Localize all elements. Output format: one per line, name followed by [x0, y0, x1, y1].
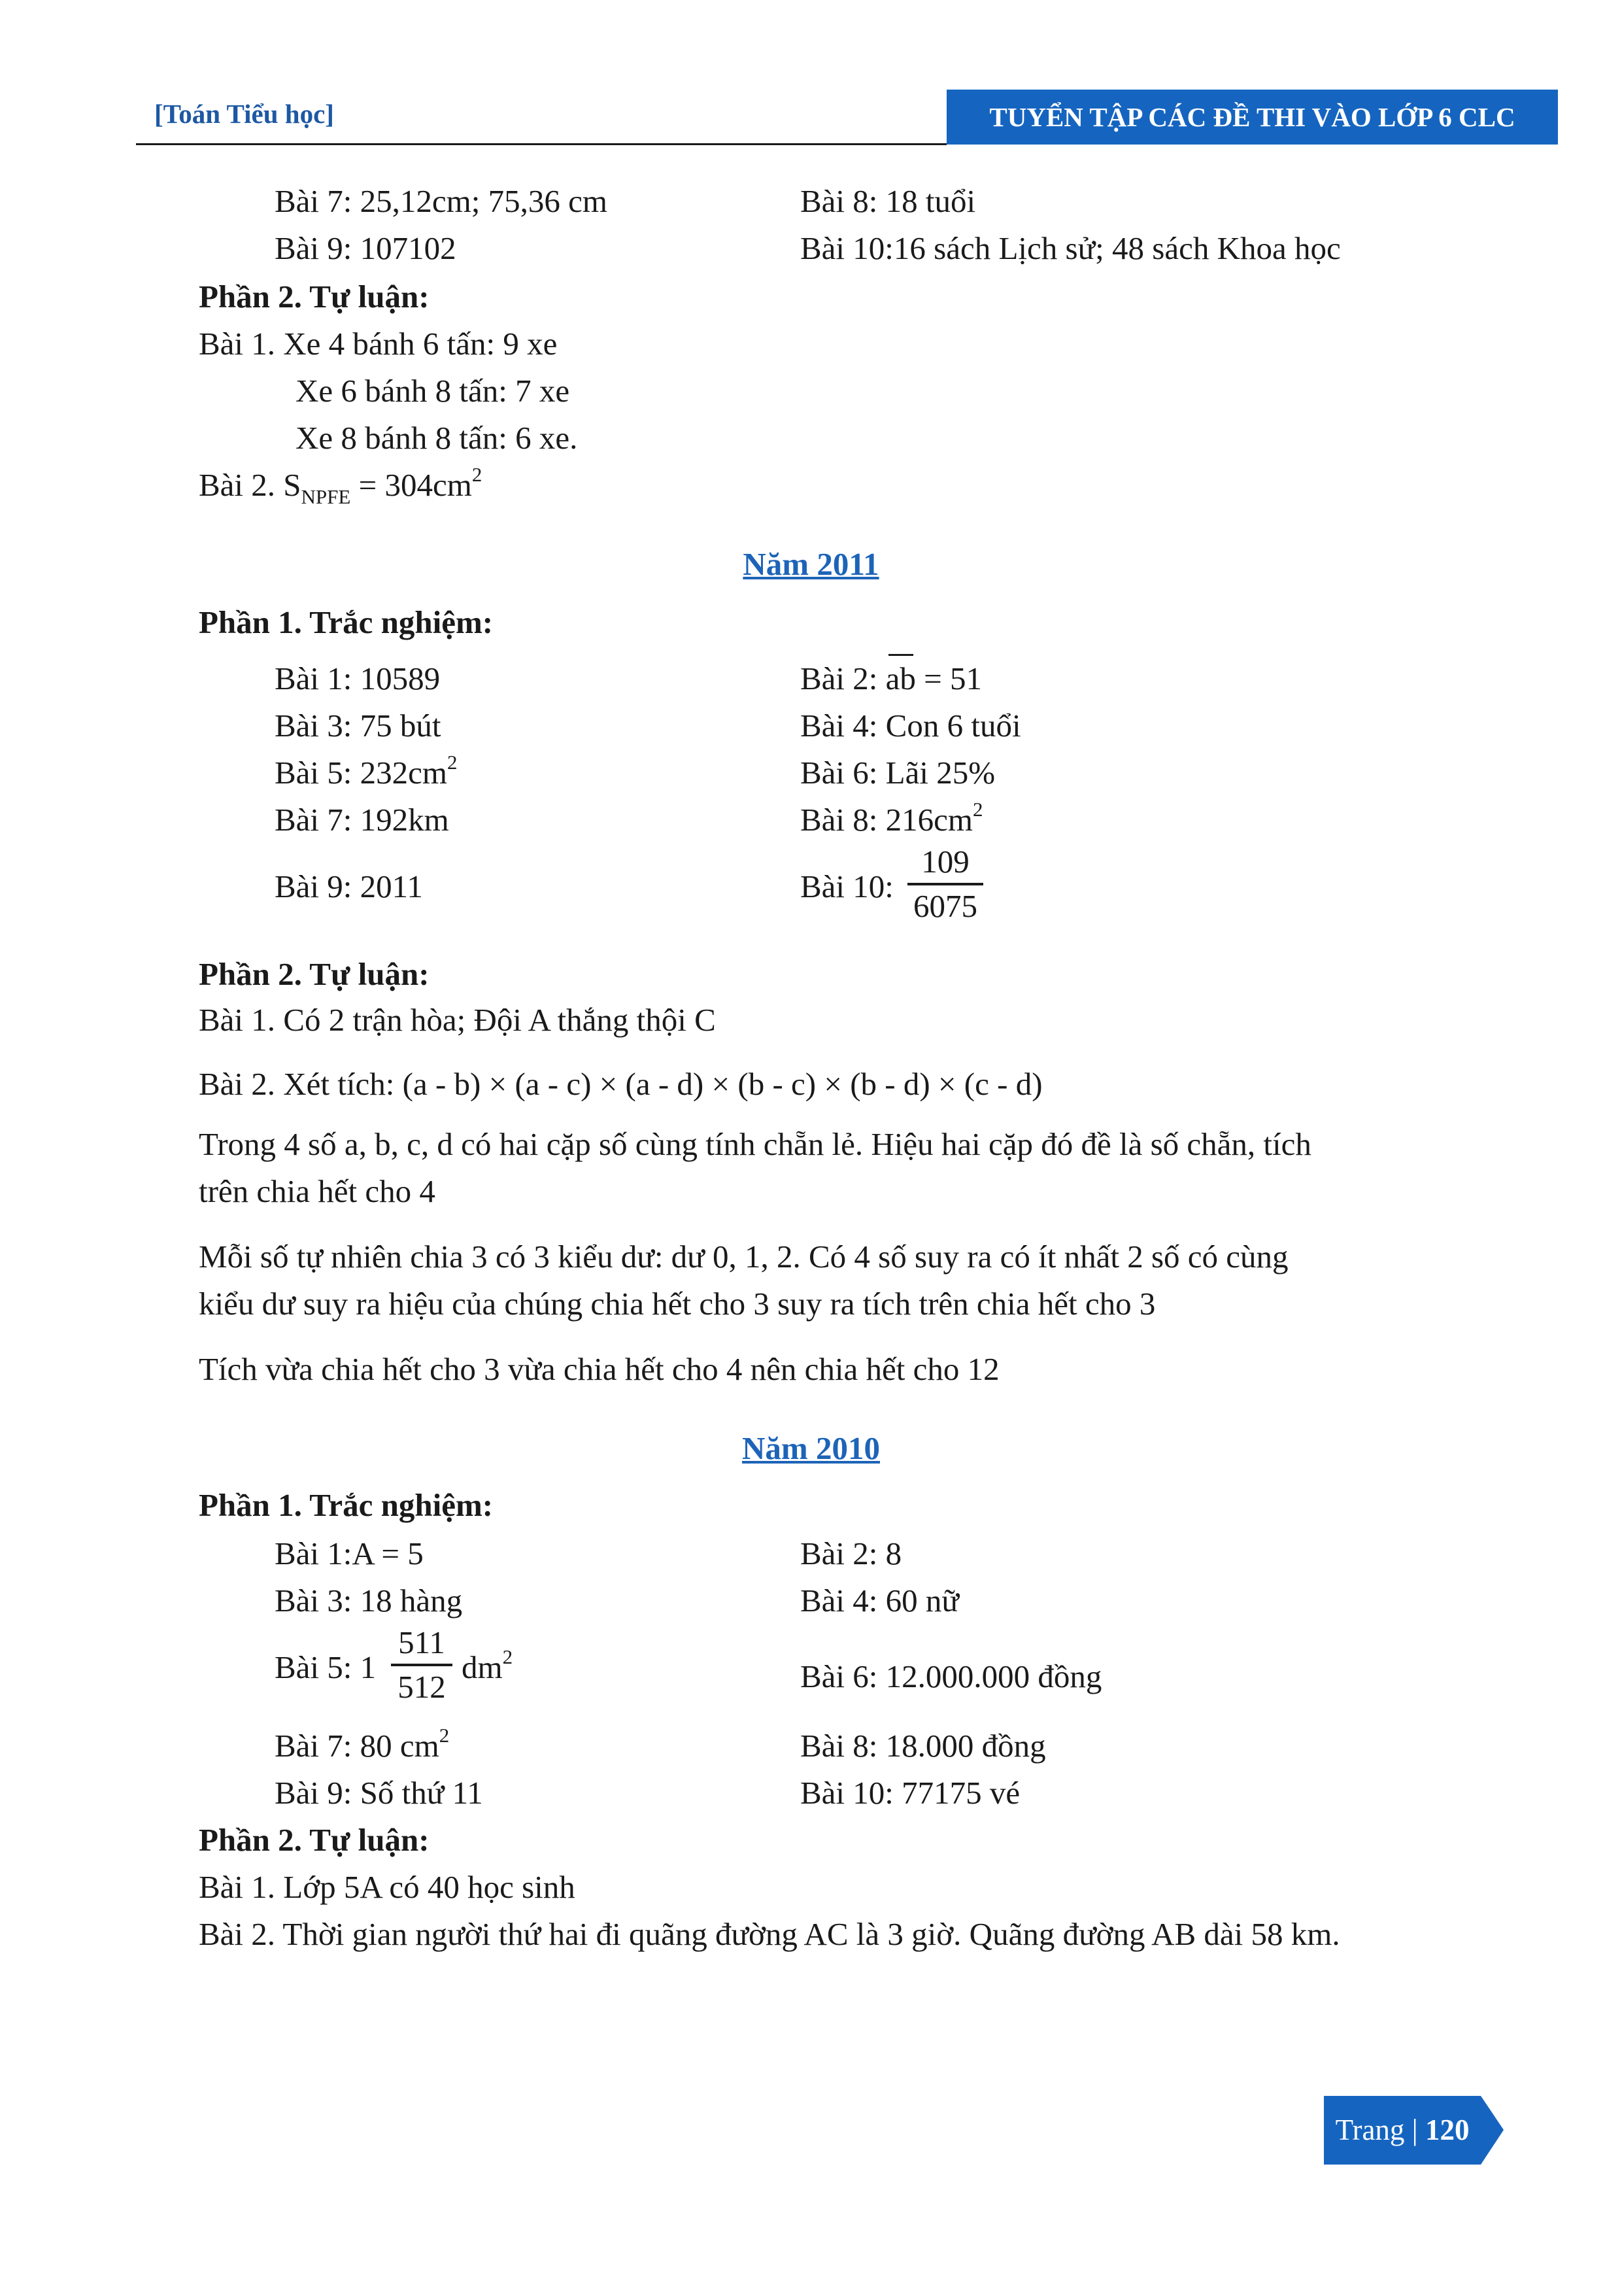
- y2011-para1-line2: trên chia hết cho 4: [199, 1173, 435, 1209]
- y2010-b5-unit: $dm^2$: [462, 1645, 513, 1685]
- y2011-para1-line1: Trong 4 số a, b, c, d có hai cặp số cùng tính chẵn lẻ. Hiệu hai cặp đó đề là số chẵn, tích: [199, 1126, 1311, 1162]
- answer-b8: Bài 8: 18 tuổi: [800, 183, 976, 219]
- y2011-b3: Bài 3: 75 bút: [275, 708, 441, 744]
- y2010-b5-fraction: [391, 1624, 452, 1705]
- y2011-b10-label: Bài 10:: [800, 868, 894, 904]
- y2011-para2-line2: kiểu dư suy ra hiệu của chúng chia hết cho 3 suy ra tích trên chia hết cho 3: [199, 1286, 1156, 1322]
- y2010-part1-heading: Phần 1. Trắc nghiệm:: [199, 1487, 494, 1523]
- y2010-essay-b1: Bài 1. Lớp 5A có 40 học sinh: [199, 1869, 575, 1905]
- y2011-b6: Bài 6: Lãi 25%: [800, 755, 996, 791]
- y2011-b1: Bài 1: 10589: [275, 660, 441, 696]
- year-2011-title: Năm 2011: [743, 546, 879, 582]
- answer-b9: Bài 9: 107102: [275, 230, 456, 266]
- y2011-part1-heading: Phần 1. Trắc nghiệm:: [199, 604, 494, 640]
- y2010-b5-label: Bài 5: 1: [275, 1649, 377, 1685]
- part2-heading: Phần 2. Tự luận:: [199, 279, 430, 315]
- y2010-b6: Bài 6: 12.000.000 đồng: [800, 1658, 1102, 1694]
- essay-b1-line1: Bài 1. Xe 4 bánh 6 tấn: 9 xe: [199, 326, 558, 362]
- y2011-essay-b2: Bài 2. Xét tích: (a - b) × (a - c) × (a - d) × (b - c) × (b - d) × (c - d): [199, 1066, 1043, 1102]
- y2011-para2-line1: Mỗi số tự nhiên chia 3 có 3 kiểu dư: dư 0, 1, 2. Có 4 số suy ra có ít nhất 2 số có cùng: [199, 1239, 1289, 1275]
- y2010-part2-heading: Phần 2. Tự luận:: [199, 1822, 430, 1858]
- y2011-b4: Bài 4: Con 6 tuổi: [800, 708, 1021, 744]
- y2011-para3: Tích vừa chia hết cho 3 vừa chia hết cho 4 nên chia hết cho 12: [199, 1351, 1000, 1387]
- answer-b7: Bài 7: 25,12cm; 75,36 cm: [275, 183, 607, 219]
- page-number-text: Trang | 120: [1335, 2114, 1470, 2146]
- y2011-b7: Bài 7: 192km: [275, 802, 449, 838]
- y2011-b9: Bài 9: 2011: [275, 868, 423, 904]
- y2010-b10: Bài 10: 77175 vé: [800, 1775, 1021, 1811]
- y2010-b7: Bài 7: 80 $cm^2$: [275, 1724, 450, 1764]
- y2010-b8: Bài 8: 18.000 đồng: [800, 1728, 1046, 1764]
- y2010-essay-b2: Bài 2. Thời gian người thứ hai đi quãng đường AC là 3 giờ. Quãng đường AB dài 58 km.: [199, 1916, 1340, 1952]
- fraction-denominator: 6075: [913, 888, 977, 924]
- y2010-b3: Bài 3: 18 hàng: [275, 1583, 463, 1619]
- header-right-banner: TUYỂN TẬP CÁC ĐỀ THI VÀO LỚP 6 CLC: [947, 90, 1558, 145]
- fraction-denominator: 512: [397, 1669, 446, 1705]
- y2011-b10-fraction: [907, 844, 983, 925]
- fraction-numerator: 511: [398, 1624, 445, 1660]
- y2011-essay-b1: Bài 1. Có 2 trận hòa; Đội A thắng thội C: [199, 1002, 716, 1038]
- essay-b1-line3: Xe 8 bánh 8 tấn: 6 xe.: [296, 420, 578, 456]
- y2011-part2-heading: Phần 2. Tự luận:: [199, 956, 430, 992]
- y2011-b8: Bài 8: $216cm^2$: [800, 798, 983, 838]
- fraction-numerator: 109: [921, 844, 970, 880]
- y2010-b2: Bài 2: 8: [800, 1535, 902, 1571]
- y2011-b5: Bài 5: $232cm^2$: [275, 751, 458, 791]
- y2010-b9: Bài 9: Số thứ 11: [275, 1775, 483, 1811]
- fraction-bar: [907, 883, 983, 885]
- answer-b10: Bài 10:16 sách Lịch sử; 48 sách Khoa học: [800, 230, 1341, 266]
- y2011-b2: Bài 2: ab = 51: [800, 659, 982, 698]
- header-divider: [136, 143, 947, 145]
- header-left-title: [Toán Tiểu học]: [154, 99, 334, 129]
- essay-b1-line2: Xe 6 bánh 8 tấn: 7 xe: [296, 373, 570, 409]
- essay-b2: Bài 2. $S_{NPFE} = 304cm^2$: [199, 463, 482, 508]
- year-2010-title: Năm 2010: [742, 1430, 880, 1466]
- page-number-badge: [1324, 2096, 1504, 2165]
- y2010-b1: Bài 1:A = 5: [275, 1535, 424, 1571]
- y2010-b4: Bài 4: 60 nữ: [800, 1583, 959, 1619]
- fraction-bar: [391, 1664, 452, 1666]
